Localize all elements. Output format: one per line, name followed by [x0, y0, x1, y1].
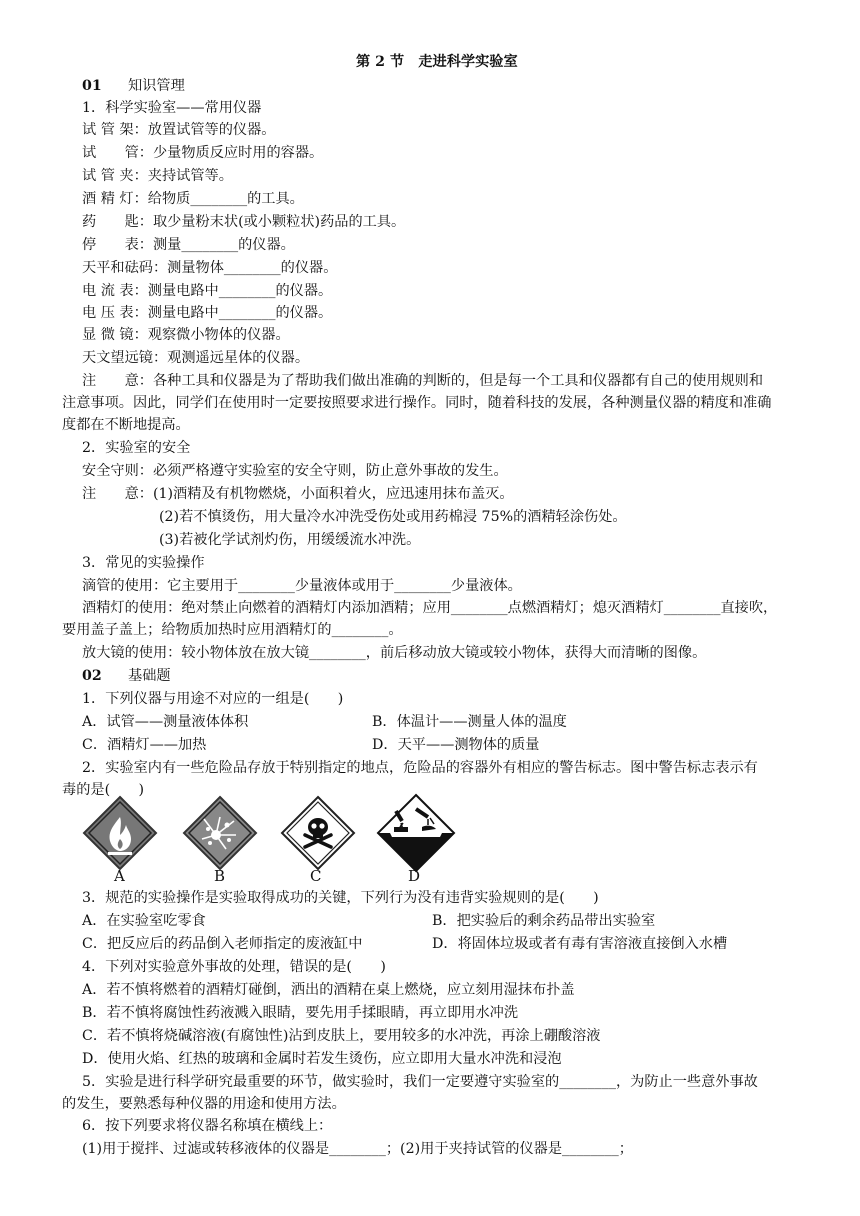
safety-note: 注 意：(1)酒精及有机物燃烧，小面积着火，应迅速用抹布盖灭。 — [82, 486, 514, 502]
question-1-option: A．试管——测量液体体积 — [82, 714, 249, 730]
question-5-stem: 5．实验是进行科学研究最重要的环节，做实验时，我们一定要遵守实验室的________，为防止一些意外事故 — [82, 1074, 758, 1090]
question-2-stem: 2．实验室内有一些危险品存放于特别指定的地点，危险品的容器外有相应的警告标志。图中警告标志表示有 — [82, 760, 758, 776]
question-4-option: D．使用火焰、红热的玻璃和金属时若发生烫伤，应立即用大量水冲洗和浸泡 — [82, 1051, 562, 1067]
question-1-stem: 1．下列仪器与用途不对应的一组是( ) — [82, 691, 344, 707]
section-02-number: 02 — [82, 668, 102, 684]
instrument-item: 试 管 架：放置试管等的仪器。 — [82, 122, 276, 138]
question-4-option: B．若不慎将腐蚀性药液溅入眼睛，要先用手揉眼睛，再立即用水冲洗 — [82, 1005, 519, 1021]
lamp-usage: 要用盖子盖上；给物质加热时应用酒精灯的________。 — [62, 622, 403, 638]
question-3-option: D．将固体垃圾或者有毒有害溶液直接倒入水槽 — [432, 936, 728, 952]
question-3-option: A．在实验室吃零食 — [82, 913, 206, 929]
question-4-option: A．若不慎将燃着的酒精灯碰倒，洒出的酒精在桌上燃烧，应立刻用湿抹布扑盖 — [82, 982, 575, 998]
section-02-label: 基础题 — [128, 668, 171, 684]
instrument-item: 电 流 表：测量电路中________的仪器。 — [82, 283, 333, 299]
hazard-signs — [82, 795, 462, 887]
sign-label-c: C — [310, 867, 322, 885]
knowledge-3-heading: 3．常见的实验操作 — [82, 555, 205, 571]
question-4-stem: 4．下列对实验意外事故的处理，错误的是( ) — [82, 959, 386, 975]
knowledge-2-heading: 2．实验室的安全 — [82, 440, 191, 456]
corrosive-icon — [376, 793, 456, 873]
section-01-number: 01 — [82, 78, 102, 94]
instrument-item: 电 压 表：测量电路中________的仪器。 — [82, 305, 333, 321]
instrument-item: 试 管 夹：夹持试管等。 — [82, 168, 233, 184]
question-3-option: C．把反应后的药品倒入老师指定的废液缸中 — [82, 936, 363, 952]
lamp-usage: 酒精灯的使用：绝对禁止向燃着的酒精灯内添加酒精；应用________点燃酒精灯；熄灭酒精灯________直接吹， — [82, 600, 778, 616]
knowledge-1-note: 度都在不断地提高。 — [62, 417, 190, 433]
section-01-label: 知识管理 — [128, 78, 185, 94]
question-3-stem: 3．规范的实验操作是实验取得成功的关键，下列行为没有违背实验规则的是( ) — [82, 890, 599, 906]
instrument-item: 停 表：测量________的仪器。 — [82, 237, 295, 253]
sign-label-b: B — [214, 867, 226, 885]
question-6-stem: 6．按下列要求将仪器名称填在横线上： — [82, 1118, 333, 1134]
question-1-option: B．体温计——测量人体的温度 — [372, 714, 567, 730]
instrument-item: 试 管：少量物质反应时用的容器。 — [82, 145, 324, 161]
question-5-stem: 的发生，要熟悉每种仪器的用途和使用方法。 — [62, 1096, 346, 1112]
question-6-line: (1)用于搅拌、过滤或转移液体的仪器是________；(2)用于夹持试管的仪器是________； — [82, 1141, 633, 1157]
question-2-stem: 毒的是( ) — [62, 782, 145, 798]
sign-label-d: D — [408, 867, 421, 885]
dropper-usage: 滴管的使用：它主要用于________少量液体或用于________少量液体。 — [82, 578, 522, 594]
instrument-item: 天文望远镜：观测遥远星体的仪器。 — [82, 350, 310, 366]
magnifier-usage: 放大镜的使用：较小物体放在放大镜________，前后移动放大镜或较小物体，获得大而清晰的图像。 — [82, 645, 707, 661]
instrument-item: 显 微 镜：观察微小物体的仪器。 — [82, 327, 290, 343]
toxic-skull-icon — [280, 795, 356, 871]
question-1-option: D．天平——测物体的质量 — [372, 737, 540, 753]
instrument-item: 天平和砝码：测量物体________的仪器。 — [82, 260, 338, 276]
safety-rule: 安全守则：必须严格遵守实验室的安全守则，防止意外事故的发生。 — [82, 463, 508, 479]
safety-note: (3)若被化学试剂灼伤，用缓缓流水冲洗。 — [159, 532, 421, 548]
flammable-icon — [82, 795, 158, 871]
instrument-item: 药 匙：取少量粉末状(或小颗粒状)药品的工具。 — [82, 214, 406, 230]
explosive-icon — [182, 795, 258, 871]
instrument-item: 酒 精 灯：给物质________的工具。 — [82, 191, 304, 207]
knowledge-1-note: 注 意：各种工具和仪器是为了帮助我们做出准确的判断的，但是每一个工具和仪器都有自己的使用规则和 — [82, 373, 764, 389]
page-title: 第 2 节 走进科学实验室 — [356, 54, 518, 70]
sign-label-a: A — [114, 867, 125, 885]
safety-note: (2)若不慎烫伤，用大量冷水冲洗受伤处或用药棉浸 75%的酒精轻涂伤处。 — [159, 509, 627, 525]
question-3-option: B．把实验后的剩余药品带出实验室 — [432, 913, 656, 929]
knowledge-1-note: 注意事项。因此，同学们在使用时一定要按照要求进行操作。同时，随着科技的发展，各种测量仪器的精度和准确 — [62, 395, 772, 411]
question-4-option: C．若不慎将烧碱溶液(有腐蚀性)沾到皮肤上，要用较多的水冲洗，再涂上硼酸溶液 — [82, 1028, 601, 1044]
knowledge-1-heading: 1．科学实验室——常用仪器 — [82, 100, 262, 116]
question-1-option: C．酒精灯——加热 — [82, 737, 207, 753]
